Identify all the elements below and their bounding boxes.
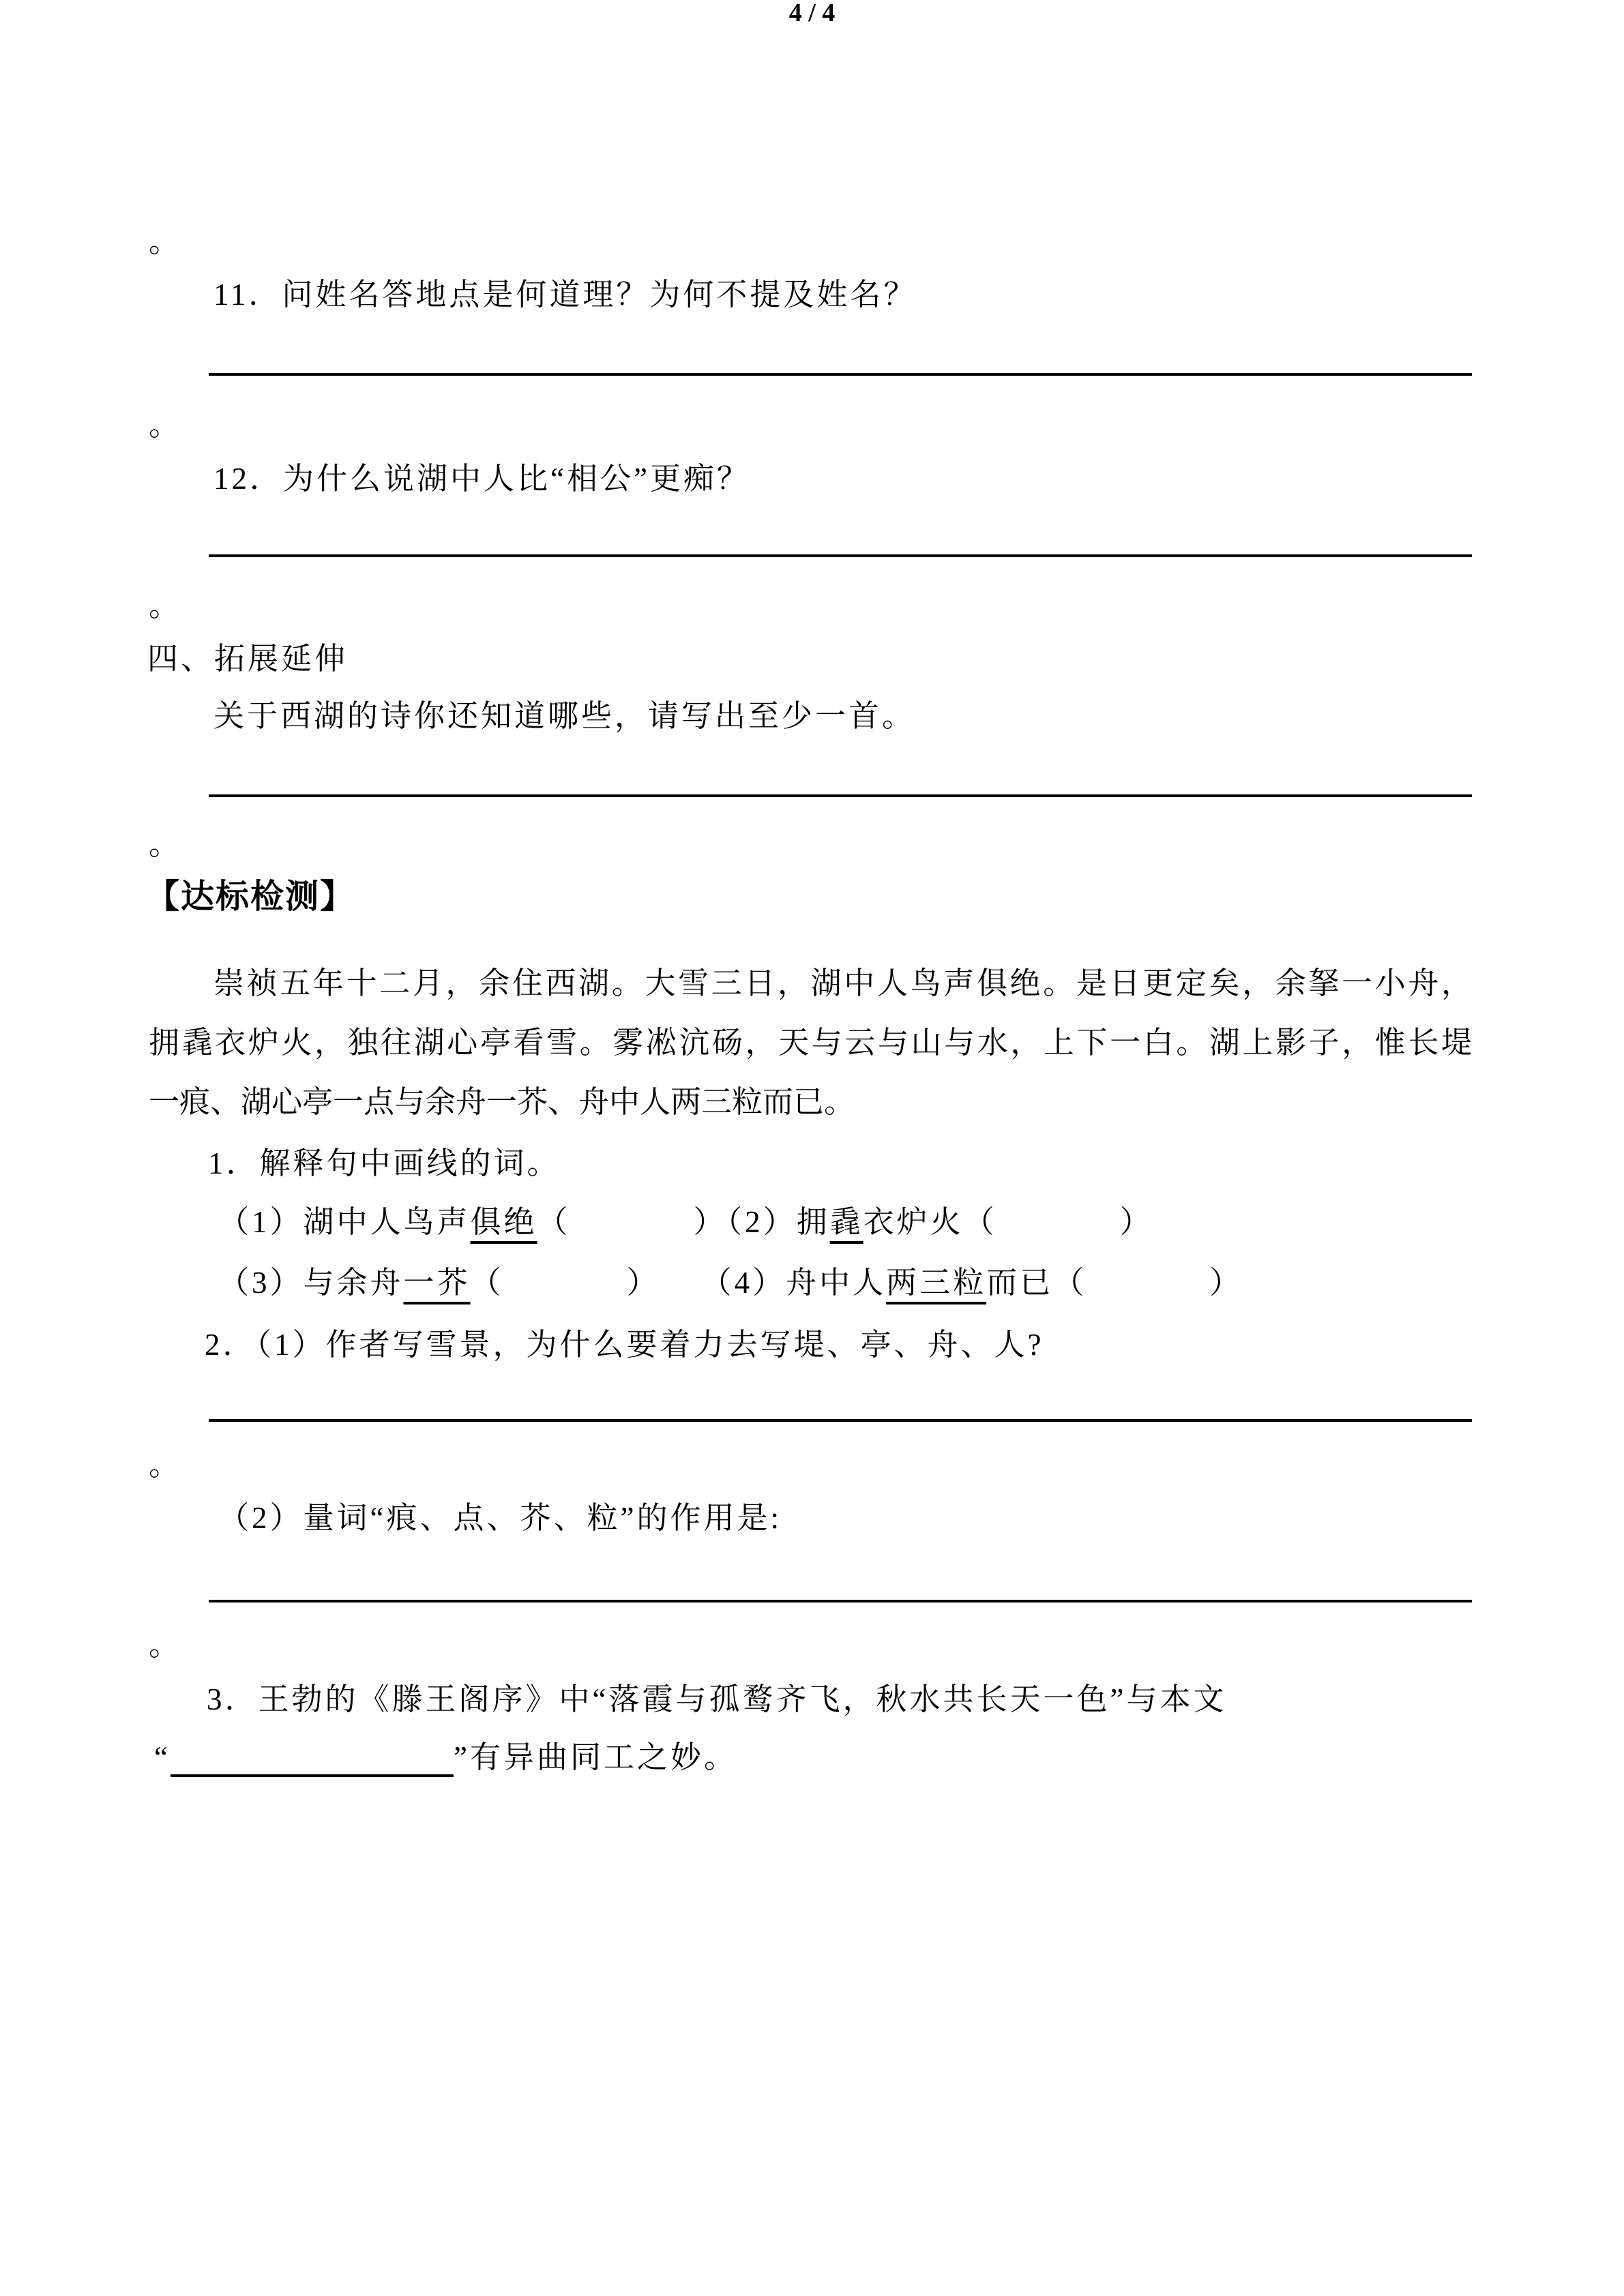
q1-item2-text: （2）拥 bbox=[726, 1205, 830, 1239]
question-11: 11．问姓名答地点是何道理？为何不提及姓名？ bbox=[213, 278, 917, 312]
answer-line bbox=[209, 554, 1472, 557]
q2-part1: 2．（1）作者写雪景，为什么要着力去写堤、亭、舟、人? bbox=[205, 1328, 1044, 1362]
extension-prompt: 关于西湖的诗你还知道哪些，请写出至少一首。 bbox=[213, 699, 916, 733]
answer-line bbox=[209, 373, 1472, 376]
q3-line2-rest: ”有异曲同工之妙。 bbox=[453, 1740, 737, 1774]
passage-line: 崇祯五年十二月，余住西湖。大雪三日，湖中人鸟声俱绝。是日更定矣，余拏一小舟， bbox=[213, 966, 1472, 1000]
paren-open: （ bbox=[1053, 1266, 1087, 1300]
open-quote: “ bbox=[154, 1740, 171, 1774]
q1-item4-underlined-word: 两三粒 bbox=[886, 1266, 987, 1300]
q1-stem: 1．解释句中画线的词。 bbox=[208, 1146, 561, 1180]
passage-line: 拥毳衣炉火，独往湖心亭看雪。雾凇沆砀，天与云与山与水，上下一白。湖上影子，惟长堤 bbox=[149, 1026, 1472, 1060]
paren-close: ） bbox=[1119, 1205, 1153, 1239]
paren-close: ） bbox=[693, 1205, 727, 1239]
period-mark: 。 bbox=[149, 408, 183, 442]
answer-line bbox=[209, 1600, 1472, 1602]
q2-part2: （2）量词“痕、点、芥、粒”的作用是: bbox=[218, 1501, 782, 1535]
q3-line1: 3．王勃的《滕王阁序》中“落霞与孤鹜齐飞，秋水共长天一色”与本文 bbox=[207, 1682, 1227, 1716]
q3-line2 bbox=[154, 1742, 737, 1777]
q1-item1-underlined-word: 俱绝 bbox=[470, 1205, 537, 1239]
period-mark: 。 bbox=[149, 588, 183, 623]
q1-item1-text: （1）湖中人鸟声 bbox=[218, 1205, 471, 1239]
q3-fill-in-blank bbox=[171, 1774, 454, 1777]
paren-open: （ bbox=[963, 1205, 997, 1239]
section-extension-title: 四、拓展延伸 bbox=[147, 642, 349, 676]
paren-close: ） bbox=[1209, 1266, 1243, 1300]
period-mark: 。 bbox=[149, 1628, 183, 1662]
paren-open: （ bbox=[537, 1205, 571, 1239]
q1-item2-text-post: 衣炉火 bbox=[863, 1205, 964, 1239]
q1-item2-underlined-word: 毳 bbox=[829, 1205, 863, 1239]
period-mark: 。 bbox=[149, 1448, 183, 1482]
q1-item4-text-post: 而已 bbox=[986, 1266, 1054, 1300]
passage-line: 一痕、湖心亭一点与余舟一芥、舟中人两三粒而已。 bbox=[149, 1085, 855, 1119]
period-mark: 。 bbox=[149, 827, 183, 861]
question-12: 12．为什么说湖中人比“相公”更痴？ bbox=[213, 462, 750, 496]
answer-line bbox=[209, 1419, 1472, 1422]
answer-line bbox=[209, 794, 1472, 797]
assessment-heading: 【达标检测】 bbox=[146, 878, 355, 915]
period-mark: 。 bbox=[149, 224, 183, 258]
paren-open: （ bbox=[470, 1266, 504, 1300]
q1-item3-text: （3）与余舟 bbox=[218, 1266, 404, 1300]
q1-items-row-1 bbox=[218, 1207, 1153, 1238]
paren-close: ） bbox=[626, 1266, 660, 1300]
q1-item4-text: （4）舟中人 bbox=[700, 1266, 887, 1300]
q1-item3-underlined-word: 一芥 bbox=[403, 1266, 471, 1300]
q1-items-row-2 bbox=[218, 1268, 1243, 1298]
page-number: 4 / 4 bbox=[788, 0, 836, 27]
